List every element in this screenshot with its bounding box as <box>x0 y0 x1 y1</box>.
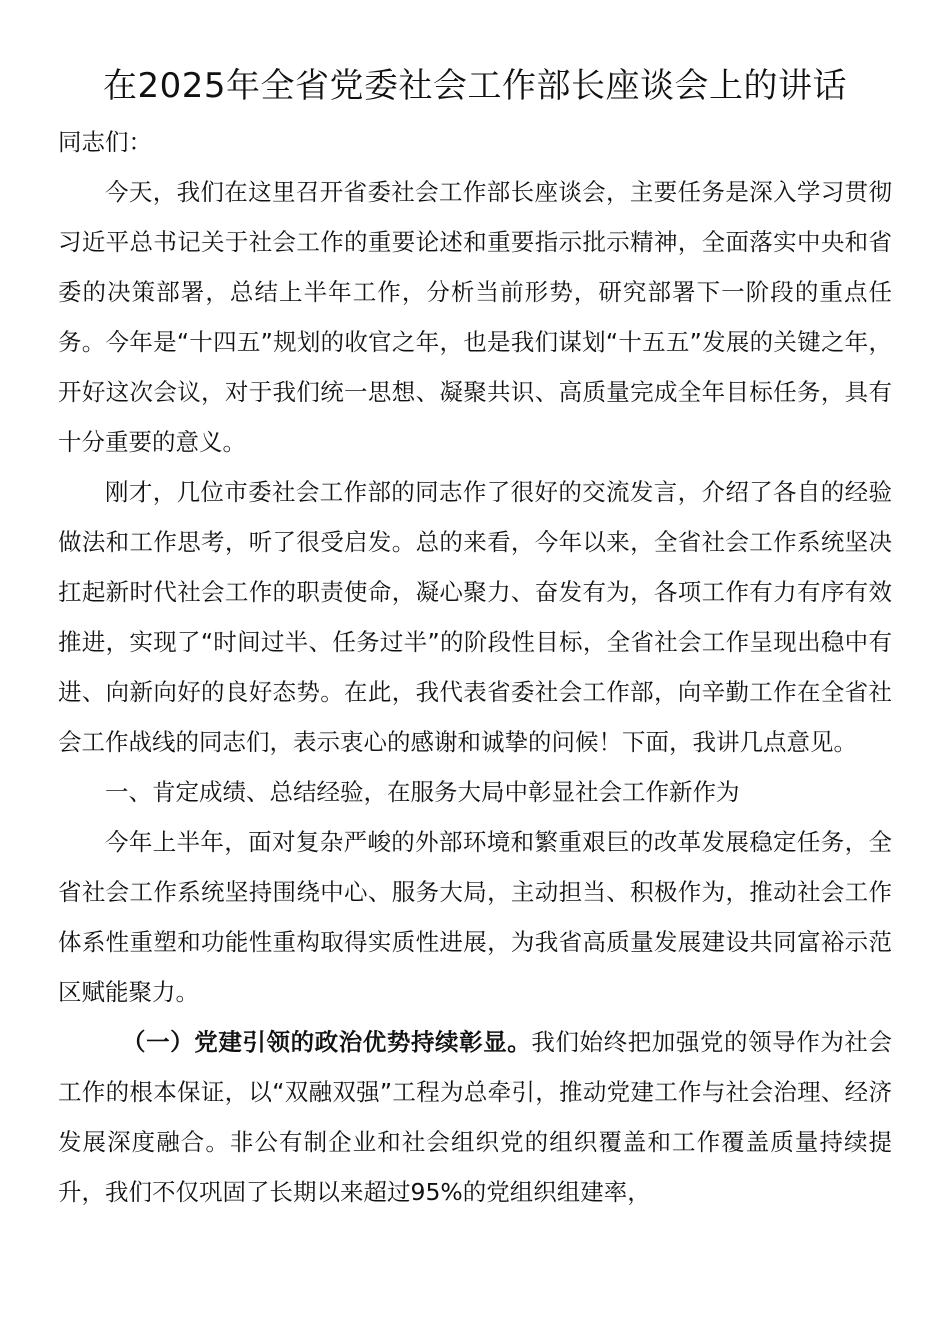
section-heading: 一、肯定成绩、总结经验，在服务大局中彰显社会工作新作为 <box>105 778 740 806</box>
document-title: 在2025年全省党委社会工作部长座谈会上的讲话 <box>102 66 848 106</box>
document-body <box>58 117 892 1217</box>
subsection-paragraph <box>58 1017 892 1217</box>
subsection-heading: （一）党建引领的政治优势持续彰显。 <box>122 1028 532 1056</box>
section-paragraph: 今年上半年，面对复杂严峻的外部环境和繁重艰巨的改革发展稳定任务，全省社会工作系统坚持围绕中心、服务大局，主动担当、积极作为，推动社会工作体系性重塑和功能性重构取得实质性进展，为我省高质量发展建设共同富裕示范区赋能聚力。 <box>58 828 892 1006</box>
salutation: 同志们： <box>58 128 152 156</box>
subsection-text: 我们始终把加强党的领导作为社会工作的根本保证，以“双融双强”工程为总牵引，推动党建工作与社会治理、经济发展深度融合。非公有制企业和社会组织党的组织覆盖和工作覆盖质量持续提升，我们不仅巩固了长期以来超过95%的党组织组建率， <box>58 1028 893 1206</box>
paragraph-intro: 今天，我们在这里召开省委社会工作部长座谈会，主要任务是深入学习贯彻习近平总书记关于社会工作的重要论述和重要指示批示精神，全面落实中央和省委的决策部署，总结上半年工作，分析当前形势，研究部署下一阶段的重点任务。今年是“十四五”规划的收官之年，也是我们谋划“十五五”发展的关键之年，开好这次会议，对于我们统一思想、凝聚共识、高质量完成全年目标任务，具有十分重要的意义。 <box>58 178 892 456</box>
paragraph-review: 刚才，几位市委社会工作部的同志作了很好的交流发言，介绍了各自的经验做法和工作思考，听了很受启发。总的来看，今年以来，全省社会工作系统坚决扛起新时代社会工作的职责使命，凝心聚力、奋发有为，各项工作有力有序有效推进，实现了“时间过半、任务过半”的阶段性目标，全省社会工作呈现出稳中有进、向新向好的良好态势。在此，我代表省委社会工作部，向辛勤工作在全省社会工作战线的同志们，表示衷心的感谢和诚挚的问候！下面，我讲几点意见。 <box>58 478 892 756</box>
